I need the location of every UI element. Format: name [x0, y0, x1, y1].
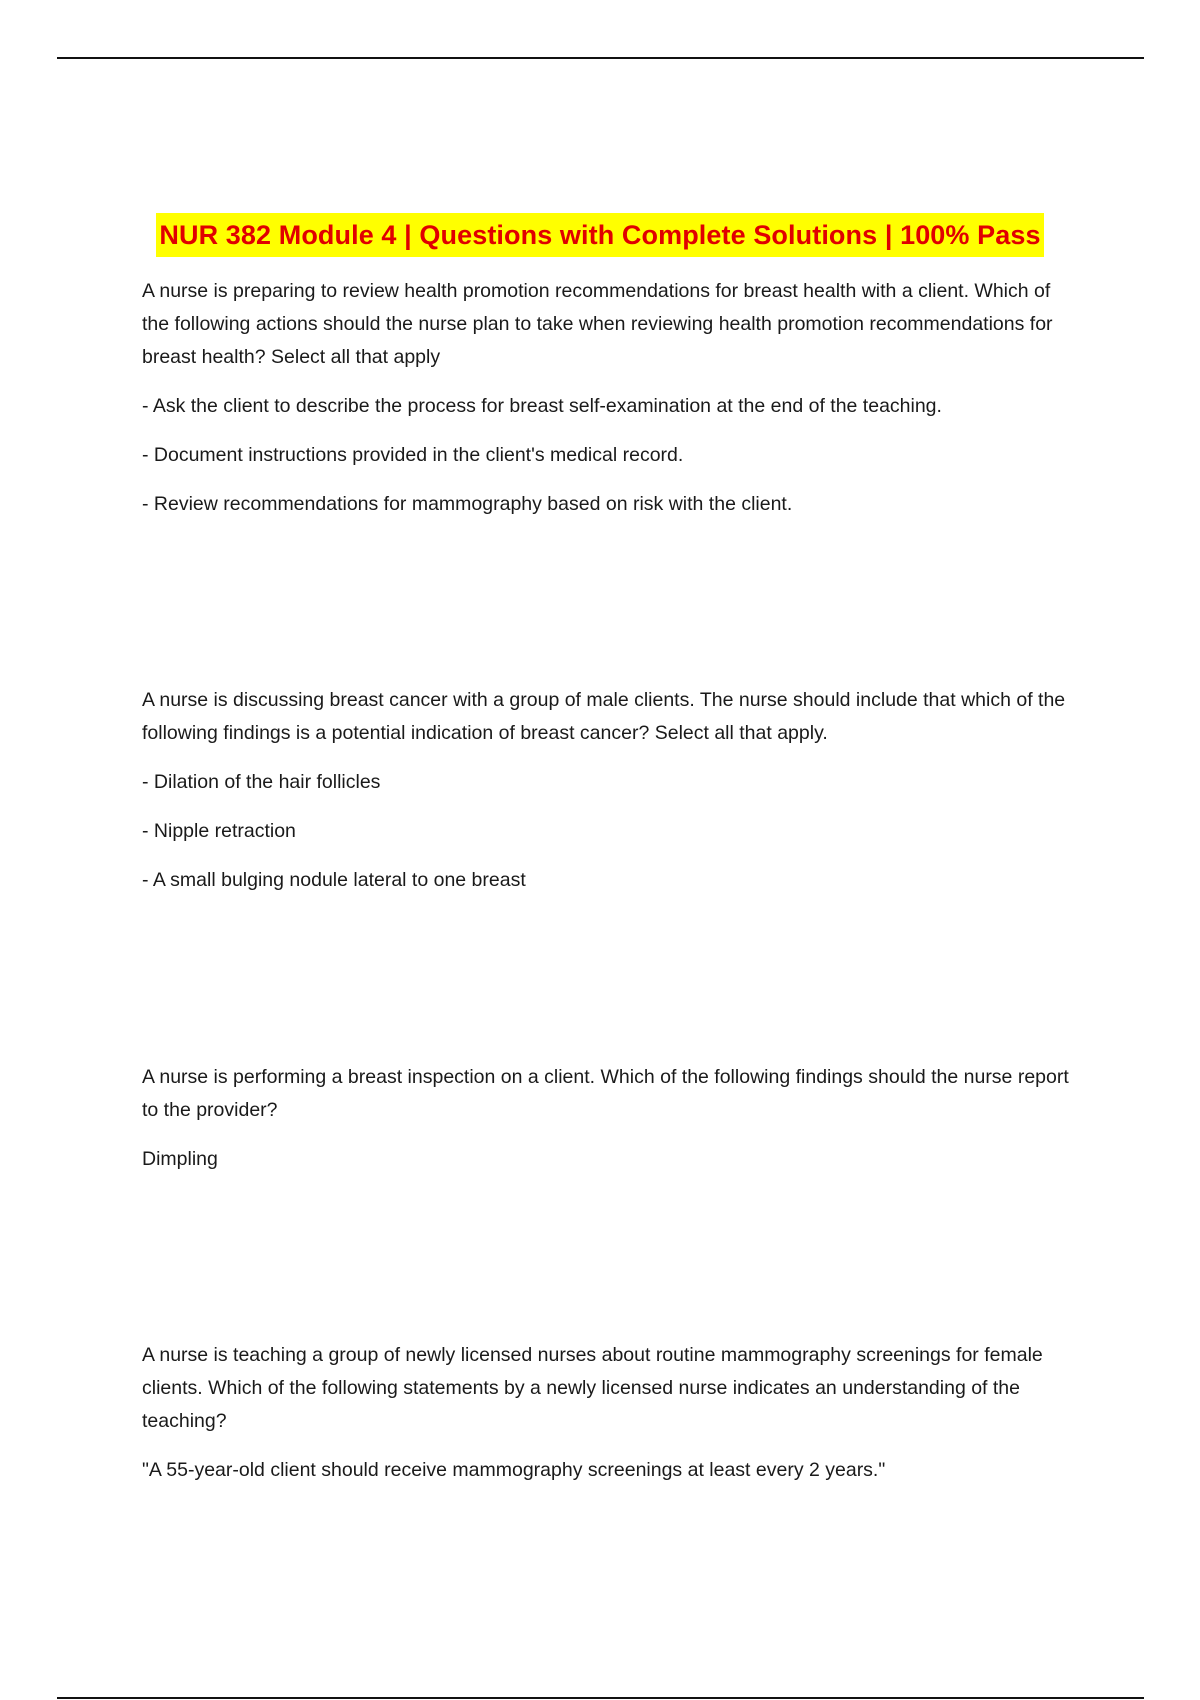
question-block-2: [142, 684, 1072, 897]
answer-text: - A small bulging nodule lateral to one breast: [142, 869, 526, 891]
title-container: [0, 213, 1200, 257]
question-text: A nurse is performing a breast inspection on a client. Which of the following findings should the nurse report to the provider?: [142, 1066, 1069, 1121]
question-text: A nurse is teaching a group of newly licensed nurses about routine mammography screenings for female clients. Which of the following statements by a newly licensed nurse indicates an understanding of the teaching?: [142, 1344, 1043, 1432]
question-text: A nurse is preparing to review health promotion recommendations for breast health with a client. Which of the following actions should the nurse plan to take when reviewing health promotion recommendations for breast health? Select all that apply: [142, 280, 1053, 368]
answer-text: - Document instructions provided in the client's medical record.: [142, 444, 684, 466]
question-block-1: [142, 275, 1072, 521]
answer-text: Dimpling: [142, 1148, 218, 1170]
answer-text: - Dilation of the hair follicles: [142, 771, 381, 793]
header-rule: [57, 57, 1144, 59]
question-block-3: [142, 1061, 1072, 1176]
answer-text: - Ask the client to describe the process for breast self-examination at the end of the teaching.: [142, 395, 942, 417]
answer-text: "A 55-year-old client should receive mammography screenings at least every 2 years.": [142, 1459, 886, 1481]
question-text: A nurse is discussing breast cancer with a group of male clients. The nurse should include that which of the following findings is a potential indication of breast cancer? Select all that apply.: [142, 689, 1066, 744]
document-title: NUR 382 Module 4 | Questions with Complete Solutions | 100% Pass: [156, 213, 1043, 257]
answer-text: - Nipple retraction: [142, 820, 296, 842]
answer-text: - Review recommendations for mammography based on risk with the client.: [142, 493, 793, 515]
question-block-4: [142, 1339, 1072, 1487]
footer-rule: [57, 1697, 1144, 1699]
